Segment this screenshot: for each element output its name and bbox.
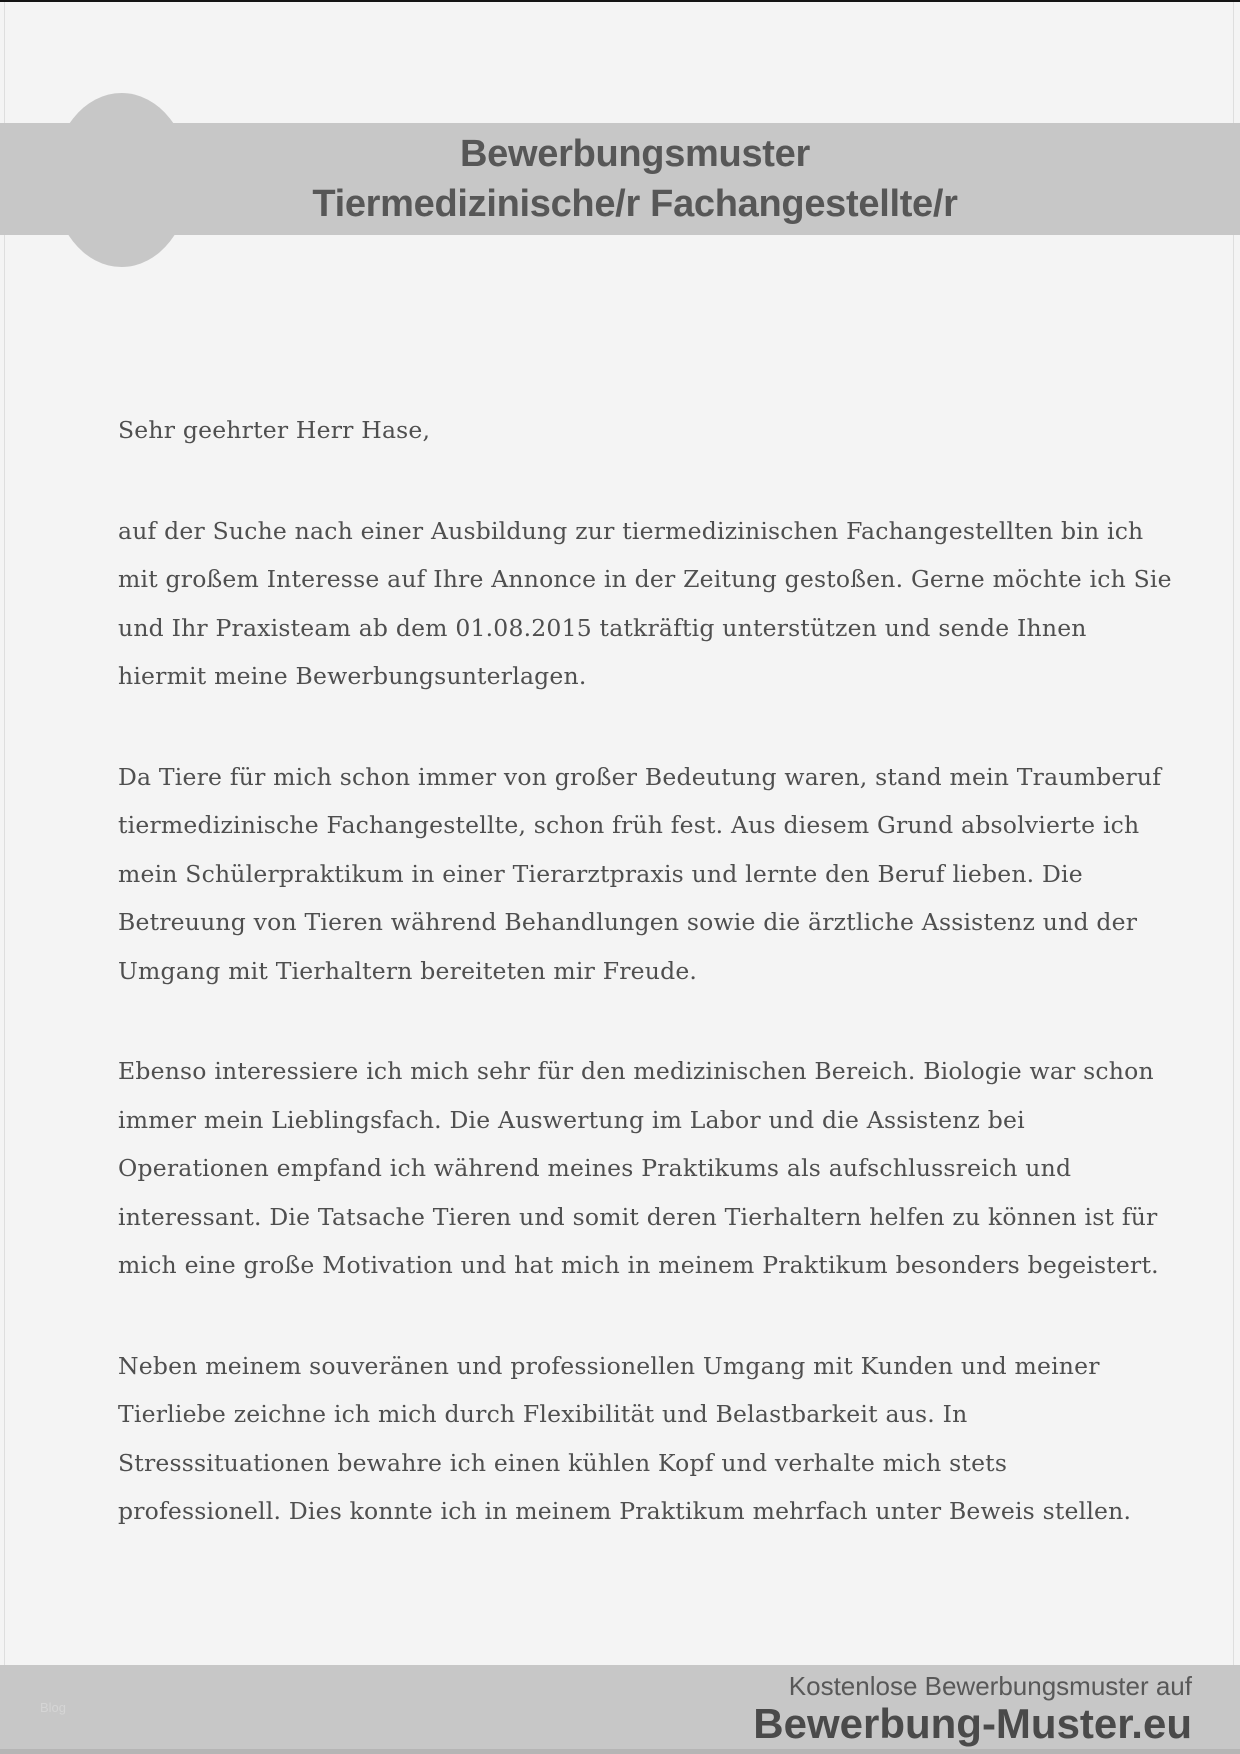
- paragraph-line: hiermit meine Bewerbungsunterlagen.: [118, 662, 587, 690]
- letter-body: [118, 406, 1172, 1588]
- paragraph-1: [118, 507, 1172, 701]
- page-title-line2: Tiermedizinische/r Fachangestellte/r: [312, 183, 958, 225]
- paragraph-line: Umgang mit Tierhaltern bereiteten mir Freude.: [118, 956, 698, 985]
- paragraph-line: Stresssituationen bewahre ich einen kühlen Kopf und verhalte mich stets: [118, 1448, 1008, 1477]
- paragraph-line: mein Schülerpraktikum in einer Tierarztpraxis und lernte den Beruf lieben. Die: [118, 859, 1083, 888]
- paragraph-line: professionell. Dies konnte ich in meinem Praktikum mehrfach unter Beweis stellen.: [118, 1497, 1132, 1525]
- paragraph-2: [118, 753, 1162, 996]
- paragraph-line: Tierliebe zeichne ich mich durch Flexibilität und Belastbarkeit aus. In: [118, 1400, 968, 1428]
- paragraph-line: Operationen empfand ich während meines Praktikums als aufschlussreich und: [118, 1154, 1072, 1182]
- paragraph-4: [118, 1342, 1138, 1536]
- paragraph-line: Da Tiere für mich schon immer von großer Bedeutung waren, stand mein Traumberuf: [118, 762, 1162, 791]
- paragraph-line: Ebenso interessiere ich mich sehr für den medizinischen Bereich. Biologie war schon: [118, 1057, 1154, 1085]
- top-border: [0, 0, 1240, 2]
- paragraph-line: mit großem Interesse auf Ihre Annonce in der Zeitung gestoßen. Gerne möchte ich Sie: [118, 565, 1172, 593]
- left-border-line: [4, 2, 5, 1665]
- footer-tagline: Kostenlose Bewerbungsmuster auf: [788, 1671, 1192, 1701]
- salutation: [118, 406, 1138, 455]
- paragraph-line: immer mein Lieblingsfach. Die Auswertung im Labor und die Assistenz bei: [118, 1105, 1025, 1134]
- paragraph-line: tiermedizinische Fachangestellte, schon früh fest. Aus diesem Grund absolvierte ich: [118, 811, 1140, 839]
- paragraph-line: Betreuung von Tieren während Behandlungen sowie die ärztliche Assistenz und der: [118, 908, 1138, 936]
- salutation-line: Sehr geehrter Herr Hase,: [118, 416, 431, 444]
- page-title-line1: Bewerbungsmuster: [460, 133, 810, 175]
- footer-watermark: Blog: [40, 1700, 67, 1715]
- paragraph-line: mich eine große Motivation und hat mich in meinem Praktikum besonders begeistert.: [118, 1251, 1159, 1279]
- paragraph-line: und Ihr Praxisteam ab dem 01.08.2015 tatkräftig unterstützen und sende Ihnen: [118, 613, 1087, 642]
- right-border-line: [1233, 2, 1234, 1665]
- footer-brand: Bewerbung-Muster.eu: [753, 1700, 1192, 1747]
- page-title: [0, 123, 1240, 235]
- paragraph-line: Neben meinem souveränen und professionellen Umgang mit Kunden und meiner: [118, 1351, 1100, 1380]
- footer-band: [0, 1665, 1240, 1754]
- paragraph-line: auf der Suche nach einer Ausbildung zur tiermedizinischen Fachangestellten bin ich: [118, 516, 1144, 545]
- paragraph-3: [118, 1047, 1159, 1290]
- paragraph-line: interessant. Die Tatsache Tieren und somit deren Tierhaltern helfen zu können ist für: [118, 1202, 1158, 1231]
